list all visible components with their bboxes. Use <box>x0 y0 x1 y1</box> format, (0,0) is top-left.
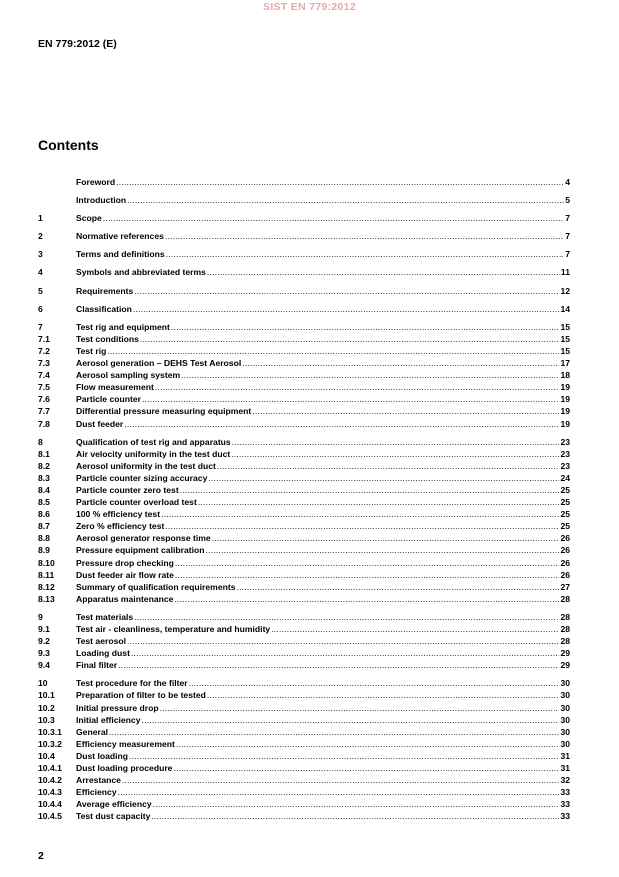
contents-title: Contents <box>38 137 99 153</box>
toc-entry-page: 7 <box>565 213 570 224</box>
toc-entry-page: 4 <box>565 177 570 187</box>
toc-leader-dots <box>207 689 560 701</box>
toc-leader-dots <box>174 593 559 605</box>
toc-entry-page: 19 <box>560 382 570 393</box>
toc-entry-page: 25 <box>560 509 570 520</box>
toc-entry[interactable] <box>38 405 570 417</box>
toc-entry-page: 30 <box>560 714 570 725</box>
toc-entry-number: 3 <box>38 249 43 260</box>
toc-leader-dots <box>142 393 559 405</box>
toc-entry[interactable] <box>38 810 570 822</box>
toc-entry-title: Test rig <box>76 345 107 356</box>
toc-entry-title: Pressure drop checking <box>76 557 174 568</box>
toc-entry[interactable] <box>38 230 570 242</box>
toc-entry[interactable] <box>38 726 570 738</box>
toc-leader-dots <box>217 460 560 472</box>
toc-entry[interactable] <box>38 333 570 345</box>
toc-entry[interactable] <box>38 303 570 315</box>
toc-entry[interactable] <box>38 581 570 593</box>
document-header: EN 779:2012 (E) <box>38 38 117 50</box>
toc-entry-title: Particle counter sizing accuracy <box>76 472 208 483</box>
toc-entry-page: 29 <box>560 648 570 659</box>
toc-entry-page: 24 <box>560 472 570 483</box>
toc-entry-number: 10.4.2 <box>38 775 62 786</box>
toc-leader-dots <box>180 484 560 496</box>
toc-entry[interactable] <box>38 786 570 798</box>
toc-entry-number: 10.4.3 <box>38 787 62 798</box>
toc-entry-title: Dust feeder air flow rate <box>76 569 174 580</box>
toc-entry-title: Differential pressure measuring equipment <box>76 406 252 417</box>
toc-entry-number: 2 <box>38 231 43 242</box>
toc-entry-page: 12 <box>560 285 570 296</box>
toc-leader-dots <box>181 369 559 381</box>
toc-entry[interactable] <box>38 484 570 496</box>
toc-leader-dots <box>160 702 560 714</box>
toc-entry-title: Test dust capacity <box>76 811 151 822</box>
toc-leader-dots <box>134 285 559 297</box>
toc-entry-title: Dust loading procedure <box>76 763 173 774</box>
toc-entry-page: 15 <box>560 333 570 344</box>
toc-entry-number: 7.3 <box>38 358 50 369</box>
toc-entry-number: 8.11 <box>38 569 55 580</box>
toc-entry-number: 7.1 <box>38 333 50 344</box>
toc-entry[interactable] <box>38 448 570 460</box>
toc-entry-title: Aerosol uniformity in the test duct <box>76 460 216 471</box>
toc-entry-page: 5 <box>565 195 570 206</box>
toc-entry-number: 9 <box>38 611 43 622</box>
toc-entry-page: 28 <box>560 624 570 634</box>
toc-entry-title: Requirements <box>76 285 134 296</box>
toc-entry-number: 8.7 <box>38 521 50 532</box>
toc-entry-title: Average efficiency <box>76 799 152 810</box>
toc-entry-title: Qualification of test rig and apparatus <box>76 436 231 447</box>
toc-leader-dots <box>118 786 560 798</box>
toc-leader-dots <box>124 418 559 430</box>
toc-entry[interactable] <box>38 714 570 726</box>
toc-entry-title: Test aerosol <box>76 636 126 647</box>
toc-entry-number: 9.1 <box>38 624 50 634</box>
toc-entry-page: 28 <box>560 636 570 647</box>
toc-entry-page: 19 <box>560 406 570 417</box>
toc-entry-page: 7 <box>565 231 570 242</box>
toc-leader-dots <box>271 623 559 635</box>
toc-leader-dots <box>141 714 559 726</box>
toc-leader-dots <box>242 357 559 369</box>
toc-entry[interactable] <box>38 436 570 448</box>
toc-entry-number: 7.6 <box>38 394 50 405</box>
toc-entry-title: Aerosol generation – DEHS Test Aerosol <box>76 358 242 369</box>
toc-leader-dots <box>175 557 560 569</box>
toc-entry-page: 25 <box>560 484 570 495</box>
toc-leader-dots <box>107 345 559 357</box>
toc-entry-number: 7.8 <box>38 418 50 429</box>
toc-leader-dots <box>134 611 559 623</box>
table-of-contents <box>38 176 570 823</box>
toc-entry-page: 11 <box>560 267 570 278</box>
toc-leader-dots <box>131 647 559 659</box>
toc-leader-dots <box>165 520 559 532</box>
toc-entry[interactable] <box>38 623 570 635</box>
toc-entry-number: 5 <box>38 285 43 296</box>
toc-entry[interactable] <box>38 176 570 188</box>
toc-entry-page: 15 <box>560 345 570 356</box>
toc-entry[interactable] <box>38 418 570 430</box>
toc-entry-title: Test conditions <box>76 333 139 344</box>
toc-leader-dots <box>166 248 565 260</box>
toc-leader-dots <box>176 738 560 750</box>
toc-entry-page: 33 <box>560 799 570 810</box>
watermark: SIST EN 779:2012 <box>263 1 356 13</box>
toc-entry-number: 10.4.1 <box>38 763 62 774</box>
toc-entry-page: 18 <box>560 370 570 381</box>
toc-entry[interactable] <box>38 738 570 750</box>
toc-entry[interactable] <box>38 266 570 278</box>
toc-entry-number: 8.9 <box>38 545 50 556</box>
toc-entry-number: 10.3.1 <box>38 726 62 737</box>
toc-leader-dots <box>109 726 559 738</box>
toc-entry-title: Air velocity uniformity in the test duct <box>76 448 231 459</box>
toc-leader-dots <box>198 496 560 508</box>
toc-entry[interactable] <box>38 659 570 671</box>
toc-entry-page: 19 <box>560 418 570 429</box>
toc-leader-dots <box>189 677 560 689</box>
toc-entry[interactable] <box>38 381 570 393</box>
toc-leader-dots <box>208 472 559 484</box>
toc-entry-page: 25 <box>560 521 570 532</box>
toc-leader-dots <box>155 381 560 393</box>
toc-entry[interactable] <box>38 569 570 581</box>
toc-leader-dots <box>237 581 560 593</box>
toc-entry[interactable] <box>38 460 570 472</box>
toc-entry-title: Foreword <box>76 177 116 187</box>
toc-entry-page: 30 <box>560 726 570 737</box>
toc-entry-number: 10.2 <box>38 702 55 713</box>
toc-entry[interactable] <box>38 702 570 714</box>
toc-entry[interactable] <box>38 285 570 297</box>
toc-entry-title: 100 % efficiency test <box>76 509 161 520</box>
toc-leader-dots <box>153 798 560 810</box>
toc-entry-title: Dust loading <box>76 750 129 761</box>
toc-entry-page: 30 <box>560 702 570 713</box>
toc-entry-number: 10.4 <box>38 750 55 761</box>
toc-leader-dots <box>165 230 564 242</box>
toc-entry-title: Initial pressure drop <box>76 702 159 713</box>
toc-entry[interactable] <box>38 357 570 369</box>
toc-entry[interactable] <box>38 593 570 605</box>
toc-entry-page: 30 <box>560 678 570 689</box>
toc-entry[interactable] <box>38 677 570 689</box>
toc-entry-page: 26 <box>560 545 570 556</box>
toc-entry-number: 8.12 <box>38 581 55 592</box>
toc-entry-number: 8 <box>38 436 43 447</box>
toc-entry-page: 25 <box>560 497 570 508</box>
toc-entry[interactable] <box>38 496 570 508</box>
toc-entry[interactable] <box>38 611 570 623</box>
toc-entry-title: Preparation of filter to be tested <box>76 690 206 701</box>
toc-entry[interactable] <box>38 194 570 206</box>
toc-entry[interactable] <box>38 508 570 520</box>
toc-entry-number: 10.4.5 <box>38 811 62 822</box>
toc-leader-dots <box>212 532 560 544</box>
toc-entry[interactable] <box>38 689 570 701</box>
toc-entry-title: Scope <box>76 213 102 224</box>
toc-leader-dots <box>231 448 559 460</box>
toc-entry-number: 8.4 <box>38 484 50 495</box>
toc-leader-dots <box>151 810 559 822</box>
toc-entry[interactable] <box>38 321 570 333</box>
toc-entry-number: 6 <box>38 303 43 314</box>
toc-entry[interactable] <box>38 472 570 484</box>
toc-entry-number: 8.5 <box>38 497 50 508</box>
toc-entry-number: 10.3.2 <box>38 738 62 749</box>
toc-entry-title: Test materials <box>76 611 134 622</box>
toc-entry[interactable] <box>38 557 570 569</box>
toc-entry[interactable] <box>38 774 570 786</box>
toc-entry-page: 27 <box>560 581 570 592</box>
toc-entry-title: Summary of qualification requirements <box>76 581 236 592</box>
toc-entry-page: 23 <box>560 448 570 459</box>
toc-entry-title: Introduction <box>76 195 127 206</box>
toc-entry-title: Zero % efficiency test <box>76 521 165 532</box>
page-number: 2 <box>38 850 44 862</box>
toc-entry-page: 30 <box>560 738 570 749</box>
toc-entry-number: 7.5 <box>38 382 50 393</box>
toc-entry[interactable] <box>38 393 570 405</box>
toc-entry-number: 8.1 <box>38 448 50 459</box>
toc-entry-page: 29 <box>560 660 570 671</box>
toc-entry[interactable] <box>38 520 570 532</box>
toc-entry-page: 33 <box>560 811 570 822</box>
toc-entry-number: 7.2 <box>38 345 50 356</box>
toc-entry-number: 8.10 <box>38 557 55 568</box>
toc-entry-page: 7 <box>565 249 570 260</box>
toc-leader-dots <box>175 569 560 581</box>
toc-entry-title: Dust feeder <box>76 418 124 429</box>
toc-entry-title: Aerosol sampling system <box>76 370 181 381</box>
toc-entry[interactable] <box>38 345 570 357</box>
toc-entry-page: 32 <box>560 775 570 786</box>
toc-entry-page: 14 <box>560 303 570 314</box>
toc-leader-dots <box>252 405 559 417</box>
toc-entry-title: Flow measurement <box>76 382 154 393</box>
toc-entry-number: 1 <box>38 213 43 224</box>
toc-leader-dots <box>232 436 560 448</box>
toc-entry[interactable] <box>38 798 570 810</box>
toc-entry-page: 33 <box>560 787 570 798</box>
toc-entry-title: Particle counter overload test <box>76 497 197 508</box>
toc-entry[interactable] <box>38 212 570 224</box>
toc-entry-page: 23 <box>560 460 570 471</box>
toc-entry-number: 9.4 <box>38 660 50 671</box>
toc-entry-number: 9.3 <box>38 648 50 659</box>
toc-entry-title: Classification <box>76 303 132 314</box>
toc-entry[interactable] <box>38 647 570 659</box>
toc-entry-number: 10.1 <box>38 690 55 701</box>
toc-entry-number: 7.7 <box>38 406 50 417</box>
toc-entry-title: Symbols and abbreviated terms <box>76 267 206 278</box>
toc-entry-number: 8.2 <box>38 460 50 471</box>
toc-entry-title: Test air - cleanliness, temperature and humidity <box>76 624 271 634</box>
toc-leader-dots <box>116 176 564 188</box>
toc-entry-number: 10.4.4 <box>38 799 62 810</box>
toc-entry-page: 19 <box>560 394 570 405</box>
toc-leader-dots <box>127 635 559 647</box>
toc-entry-number: 9.2 <box>38 636 50 647</box>
toc-entry-page: 28 <box>560 611 570 622</box>
toc-entry-title: Loading dust <box>76 648 130 659</box>
toc-entry[interactable] <box>38 762 570 774</box>
toc-entry-title: Efficiency measurement <box>76 738 175 749</box>
toc-leader-dots <box>173 762 559 774</box>
toc-entry-page: 23 <box>560 436 570 447</box>
toc-entry-title: Pressure equipment calibration <box>76 545 205 556</box>
toc-leader-dots <box>118 659 559 671</box>
toc-leader-dots <box>207 266 560 278</box>
toc-leader-dots <box>161 508 559 520</box>
toc-entry-page: 26 <box>560 533 570 544</box>
toc-entry-page: 30 <box>560 690 570 701</box>
toc-entry-title: Efficiency <box>76 787 117 798</box>
toc-entry-title: Test rig and equipment <box>76 321 170 332</box>
toc-entry[interactable] <box>38 635 570 647</box>
toc-entry-title: General <box>76 726 109 737</box>
toc-entry-page: 31 <box>560 750 570 761</box>
toc-entry-title: Final filter <box>76 660 118 671</box>
toc-entry-page: 17 <box>560 358 570 369</box>
toc-entry-page: 28 <box>560 593 570 604</box>
toc-entry[interactable] <box>38 532 570 544</box>
toc-entry-number: 7 <box>38 321 43 332</box>
toc-leader-dots <box>103 212 564 224</box>
toc-entry-title: Apparatus maintenance <box>76 593 174 604</box>
toc-entry-number: 8.8 <box>38 533 50 544</box>
toc-leader-dots <box>171 321 560 333</box>
toc-leader-dots <box>133 303 560 315</box>
toc-entry-page: 31 <box>560 763 570 774</box>
toc-entry-title: Terms and definitions <box>76 249 165 260</box>
toc-entry-title: Particle counter zero test <box>76 484 179 495</box>
toc-entry-page: 26 <box>560 569 570 580</box>
toc-entry-title: Normative references <box>76 231 164 242</box>
toc-leader-dots <box>127 194 564 206</box>
toc-leader-dots <box>140 333 560 345</box>
toc-entry-number: 8.13 <box>38 593 55 604</box>
toc-entry-title: Initial efficiency <box>76 714 141 725</box>
toc-entry[interactable] <box>38 544 570 556</box>
toc-entry-number: 10.3 <box>38 714 55 725</box>
toc-leader-dots <box>122 774 560 786</box>
toc-entry-page: 26 <box>560 557 570 568</box>
toc-entry-page: 15 <box>560 321 570 332</box>
toc-entry[interactable] <box>38 369 570 381</box>
toc-entry-title: Test procedure for the filter <box>76 678 188 689</box>
toc-entry-title: Particle counter <box>76 394 141 405</box>
toc-leader-dots <box>205 544 559 556</box>
toc-entry-number: 10 <box>38 678 48 689</box>
toc-entry[interactable] <box>38 750 570 762</box>
toc-entry-title: Aerosol generator response time <box>76 533 211 544</box>
toc-entry-number: 8.6 <box>38 509 50 520</box>
toc-entry-number: 8.3 <box>38 472 50 483</box>
toc-entry-title: Arrestance <box>76 775 121 786</box>
toc-entry-number: 4 <box>38 267 43 278</box>
toc-leader-dots <box>129 750 559 762</box>
toc-entry-number: 7.4 <box>38 370 50 381</box>
toc-entry[interactable] <box>38 248 570 260</box>
